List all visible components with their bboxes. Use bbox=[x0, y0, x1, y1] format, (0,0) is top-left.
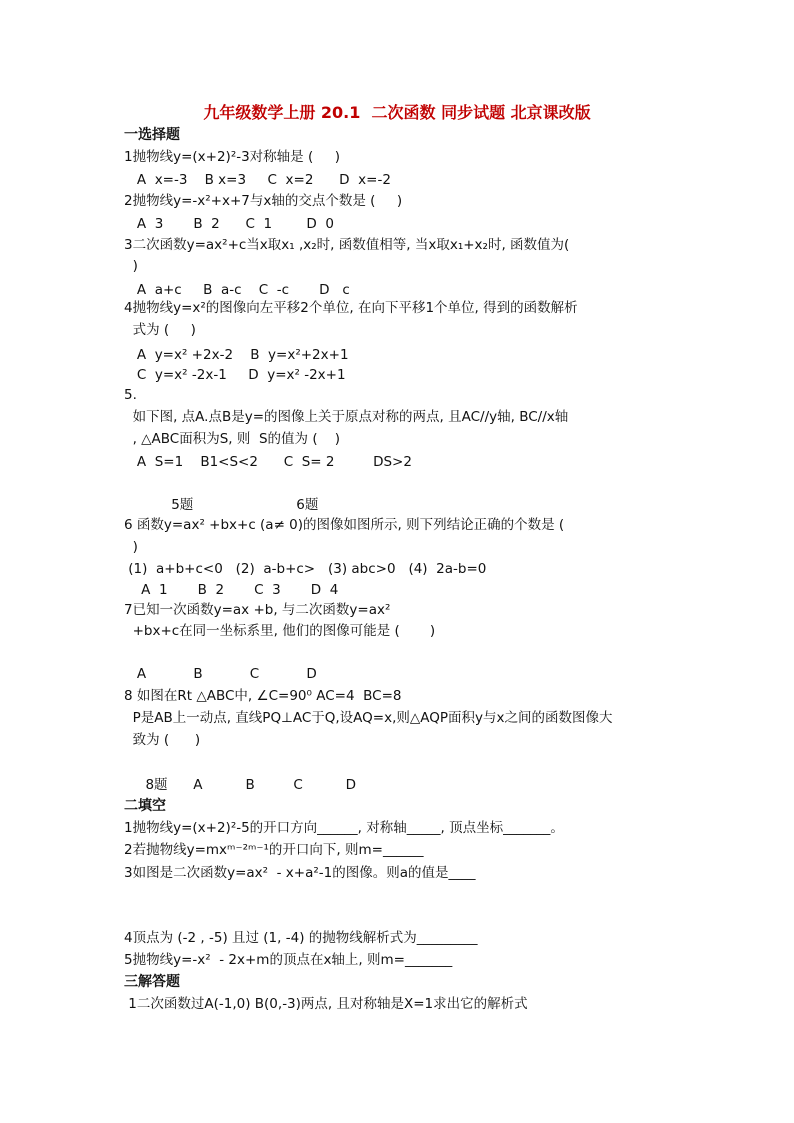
options-line: A S=1 B1<S<2 C S= 2 DS>2 bbox=[124, 454, 412, 470]
question-line: 致为 ( ) bbox=[124, 732, 201, 748]
question-line: 1抛物线y=(x+2)²-3对称轴是 ( ) bbox=[124, 149, 340, 165]
fill-line: 3如图是二次函数y=ax² - x+a²-1的图像。则a的值是____ bbox=[124, 865, 476, 881]
section-heading-answer: 三解答题 bbox=[124, 974, 180, 990]
options-line: A a+c B a-c C -c D c bbox=[124, 282, 350, 298]
section-heading-fill: 二填空 bbox=[124, 798, 166, 814]
document-title: 九年级数学上册 20.1 二次函数 同步试题 北京课改版 bbox=[203, 103, 591, 122]
question-line: 3二次函数y=ax²+c当x取x₁ ,x₂时, 函数值相等, 当x取x₁+x₂时, 函数值为( bbox=[124, 237, 570, 253]
question-line: 2抛物线y=-x²+x+7与x轴的交点个数是 ( ) bbox=[124, 193, 403, 209]
question-line: 5. bbox=[124, 387, 137, 403]
options-line: A 1 B 2 C 3 D 4 bbox=[124, 582, 339, 598]
options-line: 8题 A B C D bbox=[124, 777, 357, 793]
question-line: ) bbox=[124, 539, 138, 555]
options-line: A 3 B 2 C 1 D 0 bbox=[124, 216, 334, 232]
question-line: , △ABC面积为S, 则 S的值为 ( ) bbox=[124, 431, 341, 447]
fill-line: 2若抛物线y=mxᵐ⁻²ᵐ⁻¹的开口向下, 则m=______ bbox=[124, 842, 424, 858]
section-heading-choice: 一选择题 bbox=[124, 127, 180, 143]
options-line: A x=-3 B x=3 C x=2 D x=-2 bbox=[124, 172, 391, 188]
options-line: (1) a+b+c<0 (2) a-b+c> (3) abc>0 (4) 2a-b=0 bbox=[124, 561, 487, 577]
answer-line: 1二次函数过A(-1,0) B(0,-3)两点, 且对称轴是X=1求出它的解析式 bbox=[124, 996, 528, 1012]
fill-line: 5抛物线y=-x² - 2x+m的顶点在x轴上, 则m=_______ bbox=[124, 952, 453, 968]
question-line: P是AB上一动点, 直线PQ⊥AC于Q,设AQ=x,则△AQP面积y与x之间的函数图像大 bbox=[124, 710, 613, 726]
options-line: C y=x² -2x-1 D y=x² -2x+1 bbox=[124, 367, 346, 383]
question-line: 如下图, 点A.点B是y=的图像上关于原点对称的两点, 且AC//y轴, BC//x轴 bbox=[124, 409, 569, 425]
question-line: 8 如图在Rt △ABC中, ∠C=90⁰ AC=4 BC=8 bbox=[124, 688, 402, 704]
question-line: 6 函数y=ax² +bx+c (a≠ 0)的图像如图所示, 则下列结论正确的个数是 ( bbox=[124, 517, 565, 533]
question-line: +bx+c在同一坐标系里, 他们的图像可能是 ( ) bbox=[124, 623, 436, 639]
question-line: 7已知一次函数y=ax +b, 与二次函数y=ax² bbox=[124, 602, 391, 618]
question-line: 式为 ( ) bbox=[124, 322, 196, 338]
options-line: A y=x² +2x-2 B y=x²+2x+1 bbox=[124, 347, 349, 363]
figure-caption-line: 5题 6题 bbox=[124, 497, 319, 513]
question-line: 4抛物线y=x²的图像向左平移2个单位, 在向下平移1个单位, 得到的函数解析 bbox=[124, 300, 578, 316]
question-line: ) bbox=[124, 258, 138, 274]
fill-line: 4顶点为 (-2 , -5) 且过 (1, -4) 的抛物线解析式为_________ bbox=[124, 930, 478, 946]
options-line: A B C D bbox=[124, 666, 317, 682]
fill-line: 1抛物线y=(x+2)²-5的开口方向______, 对称轴_____, 顶点坐标_______。 bbox=[124, 820, 564, 836]
